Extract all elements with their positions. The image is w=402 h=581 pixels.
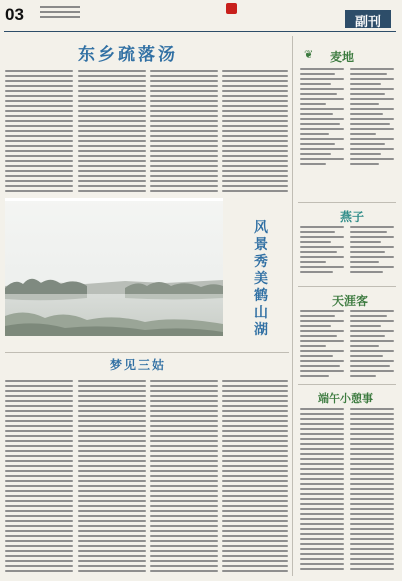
second-article-column-3 — [150, 380, 218, 575]
main-article-column-2 — [78, 70, 146, 195]
poem1-stanza-2 — [350, 68, 394, 168]
poem-divider-2 — [298, 286, 396, 287]
column-divider — [292, 36, 293, 576]
poem2-stanza-1 — [300, 226, 344, 276]
poem3-stanza-1 — [300, 310, 344, 380]
page-number: 03 — [5, 5, 24, 24]
second-article-title: 梦见三姑 — [110, 358, 167, 372]
red-seal-icon — [226, 3, 237, 14]
essay-column-2 — [350, 408, 394, 573]
poem2-stanza-2 — [350, 226, 394, 276]
poem2-title: 燕子 — [340, 210, 365, 224]
masthead — [0, 0, 402, 30]
leaf-icon: ❦ — [304, 48, 314, 61]
main-article-column-4 — [222, 70, 288, 195]
main-article-column-3 — [150, 70, 218, 195]
second-article-column-2 — [78, 380, 146, 575]
editor-credit — [40, 16, 80, 18]
poem1-stanza-1 — [300, 68, 344, 168]
essay-title: 端午小憩事 — [318, 392, 373, 405]
poem1-title: 麦地 — [330, 50, 355, 64]
masthead-rule — [4, 31, 396, 32]
main-article-title: 东乡疏落汤 — [78, 45, 178, 65]
photo-vertical-title: 风景秀美鹤山湖 — [254, 220, 268, 338]
second-article-column-4 — [222, 380, 288, 575]
issue-number — [40, 11, 80, 13]
poem3-stanza-2 — [350, 310, 394, 380]
essay-column-1 — [300, 408, 344, 573]
poem-divider-3 — [298, 384, 396, 385]
issue-date — [40, 6, 80, 8]
section-divider — [5, 352, 289, 353]
lake-photo — [5, 198, 223, 336]
poem3-title: 天涯客 — [332, 294, 369, 308]
second-article-column-1 — [5, 380, 73, 575]
main-article-column-1 — [5, 70, 73, 195]
section-name: 副刊 — [354, 14, 381, 29]
poem-divider-1 — [298, 202, 396, 203]
